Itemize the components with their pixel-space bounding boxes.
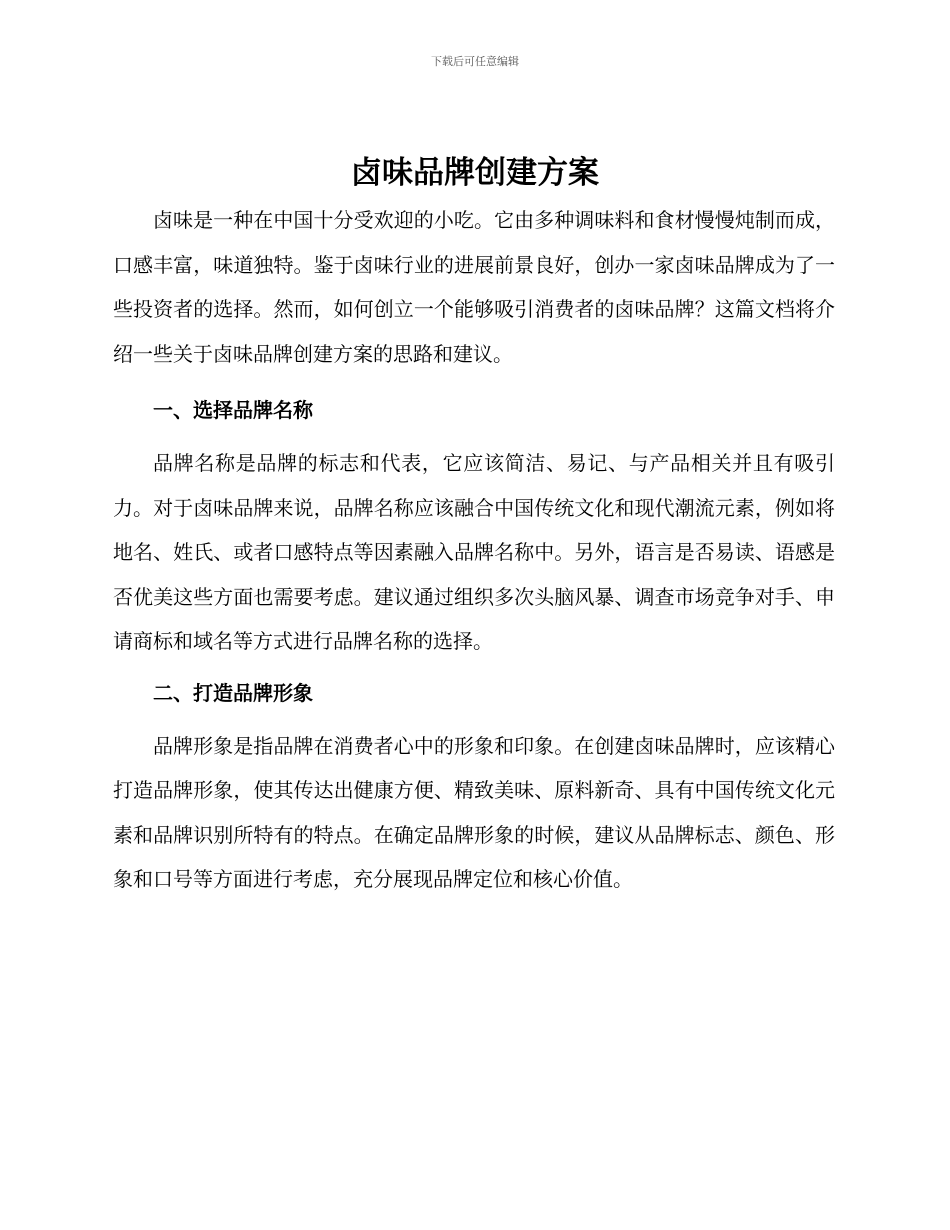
document-title: 卤味品牌创建方案 [351,155,599,191]
section-body-brand-image: 品牌形象是指品牌在消费者心中的形象和印象。在创建卤味品牌时，应该精心打造品牌形象，使其传达出健康方便、精致美味、原料新奇、具有中国传统文化元素和品牌识别所特有的特点。在确定品牌形象的时候，建议从品牌标志、颜色、形象和口号等方面进行考虑，充分展现品牌定位和核心价值。 [113,733,835,891]
section-body-brand-name: 品牌名称是品牌的标志和代表，它应该简洁、易记、与产品相关并且有吸引力。对于卤味品牌来说，品牌名称应该融合中国传统文化和现代潮流元素，例如将地名、姓氏、或者口感特点等因素融入品牌名称中。另外，语言是否易读、语感是否优美这些方面也需要考虑。建议通过组织多次头脑风暴、调查市场竞争对手、申请商标和域名等方式进行品牌名称的选择。 [113,451,835,653]
section-heading-brand-image: 二、打造品牌形象 [153,680,313,705]
document-body [113,198,835,902]
header-note: 下载后可任意编辑 [431,55,519,68]
intro-paragraph: 卤味是一种在中国十分受欢迎的小吃。它由多种调味料和食材慢慢炖制而成，口感丰富，味道独特。鉴于卤味行业的进展前景良好，创办一家卤味品牌成为了一些投资者的选择。然而，如何创立一个能够吸引消费者的卤味品牌？这篇文档将介绍一些关于卤味品牌创建方案的思路和建议。 [113,208,835,366]
section-heading-brand-name: 一、选择品牌名称 [153,398,313,422]
